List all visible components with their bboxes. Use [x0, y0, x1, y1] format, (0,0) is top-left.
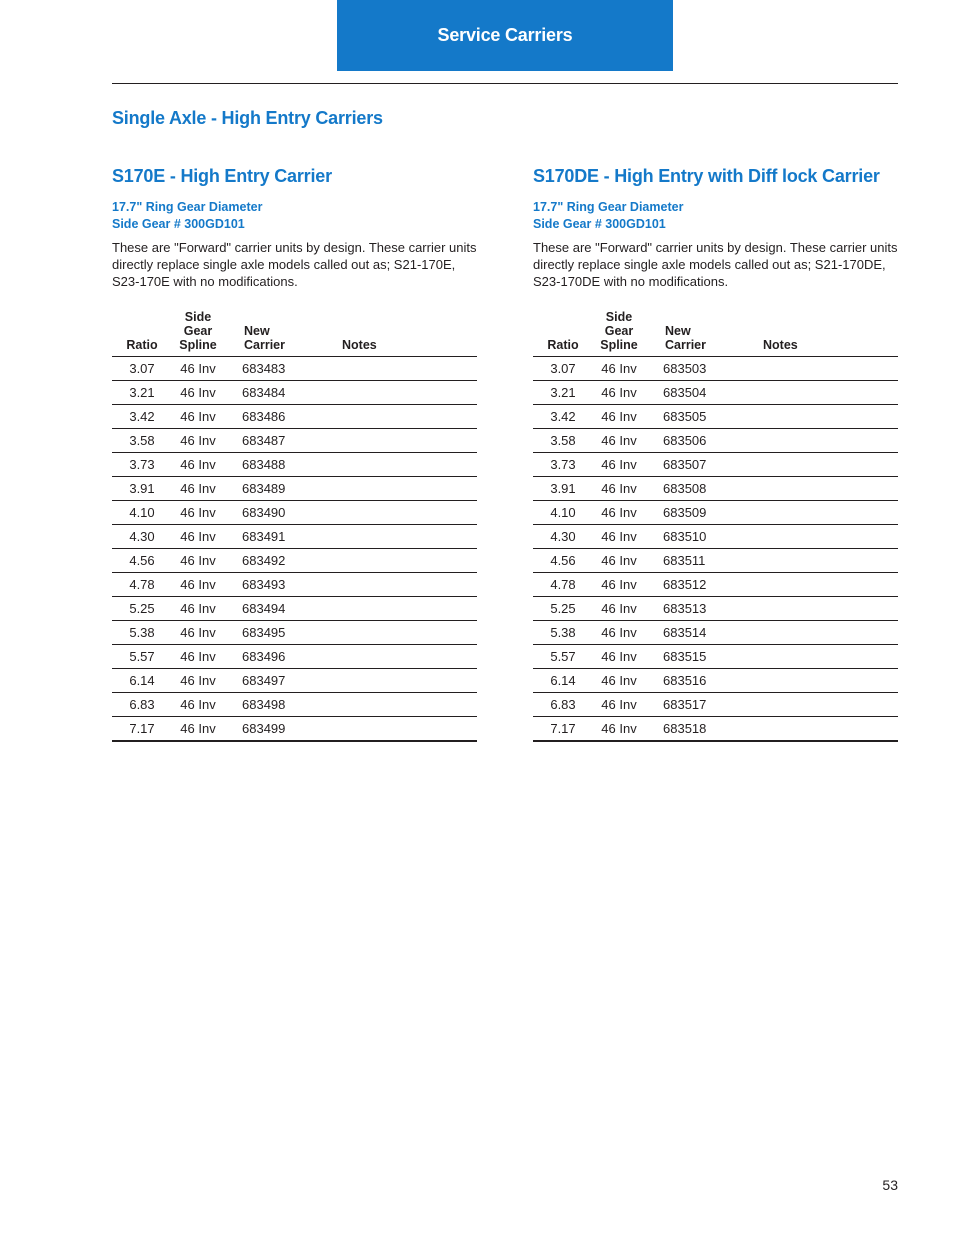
table-row — [533, 429, 898, 453]
cell-ratio: 5.57 — [533, 645, 593, 669]
table-row — [112, 357, 477, 381]
cell-spline: 46 Inv — [593, 717, 645, 742]
cell-spline: 46 Inv — [172, 501, 224, 525]
cell-notes — [324, 693, 477, 717]
cell-carrier: 683497 — [224, 669, 324, 693]
cell-carrier: 683499 — [224, 717, 324, 742]
cell-notes — [745, 669, 898, 693]
cell-spline: 46 Inv — [593, 621, 645, 645]
cell-ratio: 3.21 — [533, 381, 593, 405]
right-spec-side-gear: Side Gear # 300GD101 — [533, 217, 666, 231]
page-number: 53 — [882, 1177, 898, 1193]
section-title: Single Axle - High Entry Carriers — [112, 108, 383, 128]
cell-carrier: 683516 — [645, 669, 745, 693]
cell-spline: 46 Inv — [172, 549, 224, 573]
table-header-row — [112, 310, 477, 357]
table-row — [533, 621, 898, 645]
header-side-gear-spline: Side Gear Spline — [172, 310, 224, 357]
cell-spline: 46 Inv — [172, 621, 224, 645]
table-row — [533, 477, 898, 501]
header-side-gear-spline: Side Gear Spline — [593, 310, 645, 357]
table-row — [112, 453, 477, 477]
cell-notes — [324, 525, 477, 549]
cell-spline: 46 Inv — [172, 717, 224, 742]
cell-spline: 46 Inv — [172, 429, 224, 453]
table-row — [112, 645, 477, 669]
table-row — [112, 405, 477, 429]
cell-spline: 46 Inv — [172, 645, 224, 669]
cell-notes — [745, 717, 898, 742]
cell-carrier: 683498 — [224, 693, 324, 717]
header-notes: Notes — [324, 310, 477, 357]
cell-notes — [324, 549, 477, 573]
right-spec-ring-gear: 17.7" Ring Gear Diameter — [533, 200, 684, 214]
header-divider — [112, 83, 898, 84]
table-row — [112, 429, 477, 453]
cell-carrier: 683511 — [645, 549, 745, 573]
cell-carrier: 683486 — [224, 405, 324, 429]
cell-spline: 46 Inv — [172, 381, 224, 405]
cell-ratio: 5.38 — [112, 621, 172, 645]
table-row — [533, 381, 898, 405]
left-spec-side-gear: Side Gear # 300GD101 — [112, 217, 245, 231]
cell-notes — [745, 453, 898, 477]
cell-notes — [745, 429, 898, 453]
cell-ratio: 3.07 — [533, 357, 593, 381]
cell-ratio: 6.14 — [533, 669, 593, 693]
header-ratio: Ratio — [533, 310, 593, 357]
cell-spline: 46 Inv — [593, 525, 645, 549]
cell-carrier: 683518 — [645, 717, 745, 742]
cell-carrier: 683515 — [645, 645, 745, 669]
cell-ratio: 3.42 — [533, 405, 593, 429]
cell-ratio: 5.57 — [112, 645, 172, 669]
cell-ratio: 3.42 — [112, 405, 172, 429]
left-description: These are "Forward" carrier units by design. These carrier units directly replace single axle models called out as; S21-170E, S23-170E with no modifications. — [112, 240, 477, 289]
cell-spline: 46 Inv — [593, 405, 645, 429]
cell-carrier: 683504 — [645, 381, 745, 405]
right-spec — [533, 199, 898, 233]
header-notes: Notes — [745, 310, 898, 357]
table-row — [112, 501, 477, 525]
right-description: These are "Forward" carrier units by design. These carrier units directly replace single axle models called out as; S21-170DE, S23-170DE with no modifications. — [533, 240, 898, 289]
table-row — [112, 381, 477, 405]
left-table-body — [112, 357, 477, 742]
cell-notes — [324, 453, 477, 477]
cell-spline: 46 Inv — [593, 669, 645, 693]
cell-notes — [324, 597, 477, 621]
right-table-body — [533, 357, 898, 742]
cell-spline: 46 Inv — [593, 429, 645, 453]
cell-spline: 46 Inv — [593, 645, 645, 669]
cell-ratio: 4.10 — [533, 501, 593, 525]
cell-notes — [745, 381, 898, 405]
cell-carrier: 683517 — [645, 693, 745, 717]
table-row — [533, 525, 898, 549]
cell-carrier: 683495 — [224, 621, 324, 645]
cell-spline: 46 Inv — [593, 453, 645, 477]
cell-carrier: 683507 — [645, 453, 745, 477]
cell-ratio: 6.83 — [533, 693, 593, 717]
cell-ratio: 7.17 — [112, 717, 172, 742]
cell-notes — [324, 621, 477, 645]
cell-ratio: 6.14 — [112, 669, 172, 693]
cell-ratio: 7.17 — [533, 717, 593, 742]
cell-ratio: 5.25 — [533, 597, 593, 621]
cell-notes — [745, 573, 898, 597]
cell-notes — [324, 645, 477, 669]
cell-carrier: 683494 — [224, 597, 324, 621]
table-row — [112, 693, 477, 717]
cell-carrier: 683510 — [645, 525, 745, 549]
cell-spline: 46 Inv — [172, 525, 224, 549]
table-row — [533, 645, 898, 669]
cell-spline: 46 Inv — [172, 405, 224, 429]
cell-notes — [745, 501, 898, 525]
cell-spline: 46 Inv — [172, 573, 224, 597]
cell-spline: 46 Inv — [172, 357, 224, 381]
cell-ratio: 6.83 — [112, 693, 172, 717]
cell-notes — [745, 525, 898, 549]
cell-notes — [324, 429, 477, 453]
cell-carrier: 683490 — [224, 501, 324, 525]
cell-carrier: 683489 — [224, 477, 324, 501]
table-row — [112, 621, 477, 645]
cell-notes — [745, 549, 898, 573]
cell-carrier: 683503 — [645, 357, 745, 381]
cell-spline: 46 Inv — [593, 573, 645, 597]
cell-notes — [324, 477, 477, 501]
cell-spline: 46 Inv — [172, 453, 224, 477]
cell-notes — [745, 357, 898, 381]
left-spec — [112, 199, 477, 233]
cell-notes — [745, 645, 898, 669]
cell-notes — [324, 717, 477, 742]
cell-carrier: 683483 — [224, 357, 324, 381]
table-row — [112, 717, 477, 742]
cell-ratio: 4.56 — [533, 549, 593, 573]
cell-carrier: 683508 — [645, 477, 745, 501]
table-row — [112, 525, 477, 549]
left-carrier-table — [112, 310, 477, 742]
table-row — [112, 669, 477, 693]
right-carrier-table — [533, 310, 898, 742]
cell-ratio: 3.91 — [533, 477, 593, 501]
cell-carrier: 683513 — [645, 597, 745, 621]
cell-notes — [324, 669, 477, 693]
table-row — [533, 549, 898, 573]
left-column — [112, 164, 477, 742]
cell-spline: 46 Inv — [172, 693, 224, 717]
header-new-carrier: New Carrier — [224, 310, 324, 357]
cell-notes — [745, 693, 898, 717]
cell-notes — [324, 501, 477, 525]
cell-carrier: 683505 — [645, 405, 745, 429]
header-ratio: Ratio — [112, 310, 172, 357]
cell-notes — [745, 621, 898, 645]
cell-notes — [745, 477, 898, 501]
cell-spline: 46 Inv — [593, 549, 645, 573]
cell-carrier: 683484 — [224, 381, 324, 405]
cell-carrier: 683509 — [645, 501, 745, 525]
cell-ratio: 4.78 — [533, 573, 593, 597]
cell-ratio: 4.10 — [112, 501, 172, 525]
cell-ratio: 4.56 — [112, 549, 172, 573]
header-tab-label: Service Carriers — [437, 25, 573, 45]
cell-ratio: 3.21 — [112, 381, 172, 405]
cell-spline: 46 Inv — [593, 693, 645, 717]
table-row — [112, 597, 477, 621]
table-row — [533, 501, 898, 525]
cell-spline: 46 Inv — [593, 597, 645, 621]
cell-carrier: 683488 — [224, 453, 324, 477]
table-row — [533, 693, 898, 717]
right-column — [533, 164, 898, 742]
cell-spline: 46 Inv — [172, 477, 224, 501]
cell-ratio: 3.91 — [112, 477, 172, 501]
table-row — [533, 357, 898, 381]
cell-carrier: 683514 — [645, 621, 745, 645]
cell-ratio: 3.58 — [112, 429, 172, 453]
cell-spline: 46 Inv — [593, 501, 645, 525]
cell-carrier: 683493 — [224, 573, 324, 597]
table-row — [112, 477, 477, 501]
table-header-row — [533, 310, 898, 357]
header-new-carrier: New Carrier — [645, 310, 745, 357]
cell-notes — [324, 357, 477, 381]
cell-carrier: 683512 — [645, 573, 745, 597]
cell-ratio: 5.25 — [112, 597, 172, 621]
cell-ratio: 4.78 — [112, 573, 172, 597]
cell-spline: 46 Inv — [172, 597, 224, 621]
cell-carrier: 683491 — [224, 525, 324, 549]
cell-carrier: 683496 — [224, 645, 324, 669]
cell-spline: 46 Inv — [593, 357, 645, 381]
cell-carrier: 683506 — [645, 429, 745, 453]
cell-notes — [745, 597, 898, 621]
table-row — [533, 453, 898, 477]
cell-notes — [324, 405, 477, 429]
left-spec-ring-gear: 17.7" Ring Gear Diameter — [112, 200, 263, 214]
cell-ratio: 4.30 — [533, 525, 593, 549]
table-row — [533, 669, 898, 693]
cell-ratio: 3.73 — [112, 453, 172, 477]
cell-ratio: 4.30 — [112, 525, 172, 549]
table-row — [533, 405, 898, 429]
header-tab — [337, 0, 673, 71]
left-title: S170E - High Entry Carrier — [112, 166, 332, 186]
cell-carrier: 683492 — [224, 549, 324, 573]
table-row — [533, 597, 898, 621]
table-row — [533, 573, 898, 597]
cell-spline: 46 Inv — [593, 381, 645, 405]
cell-notes — [324, 573, 477, 597]
table-row — [533, 717, 898, 742]
cell-ratio: 5.38 — [533, 621, 593, 645]
right-title: S170DE - High Entry with Diff lock Carrier — [533, 166, 880, 186]
cell-notes — [324, 381, 477, 405]
cell-ratio: 3.73 — [533, 453, 593, 477]
table-row — [112, 573, 477, 597]
cell-carrier: 683487 — [224, 429, 324, 453]
cell-ratio: 3.07 — [112, 357, 172, 381]
cell-ratio: 3.58 — [533, 429, 593, 453]
table-row — [112, 549, 477, 573]
cell-notes — [745, 405, 898, 429]
cell-spline: 46 Inv — [172, 669, 224, 693]
cell-spline: 46 Inv — [593, 477, 645, 501]
